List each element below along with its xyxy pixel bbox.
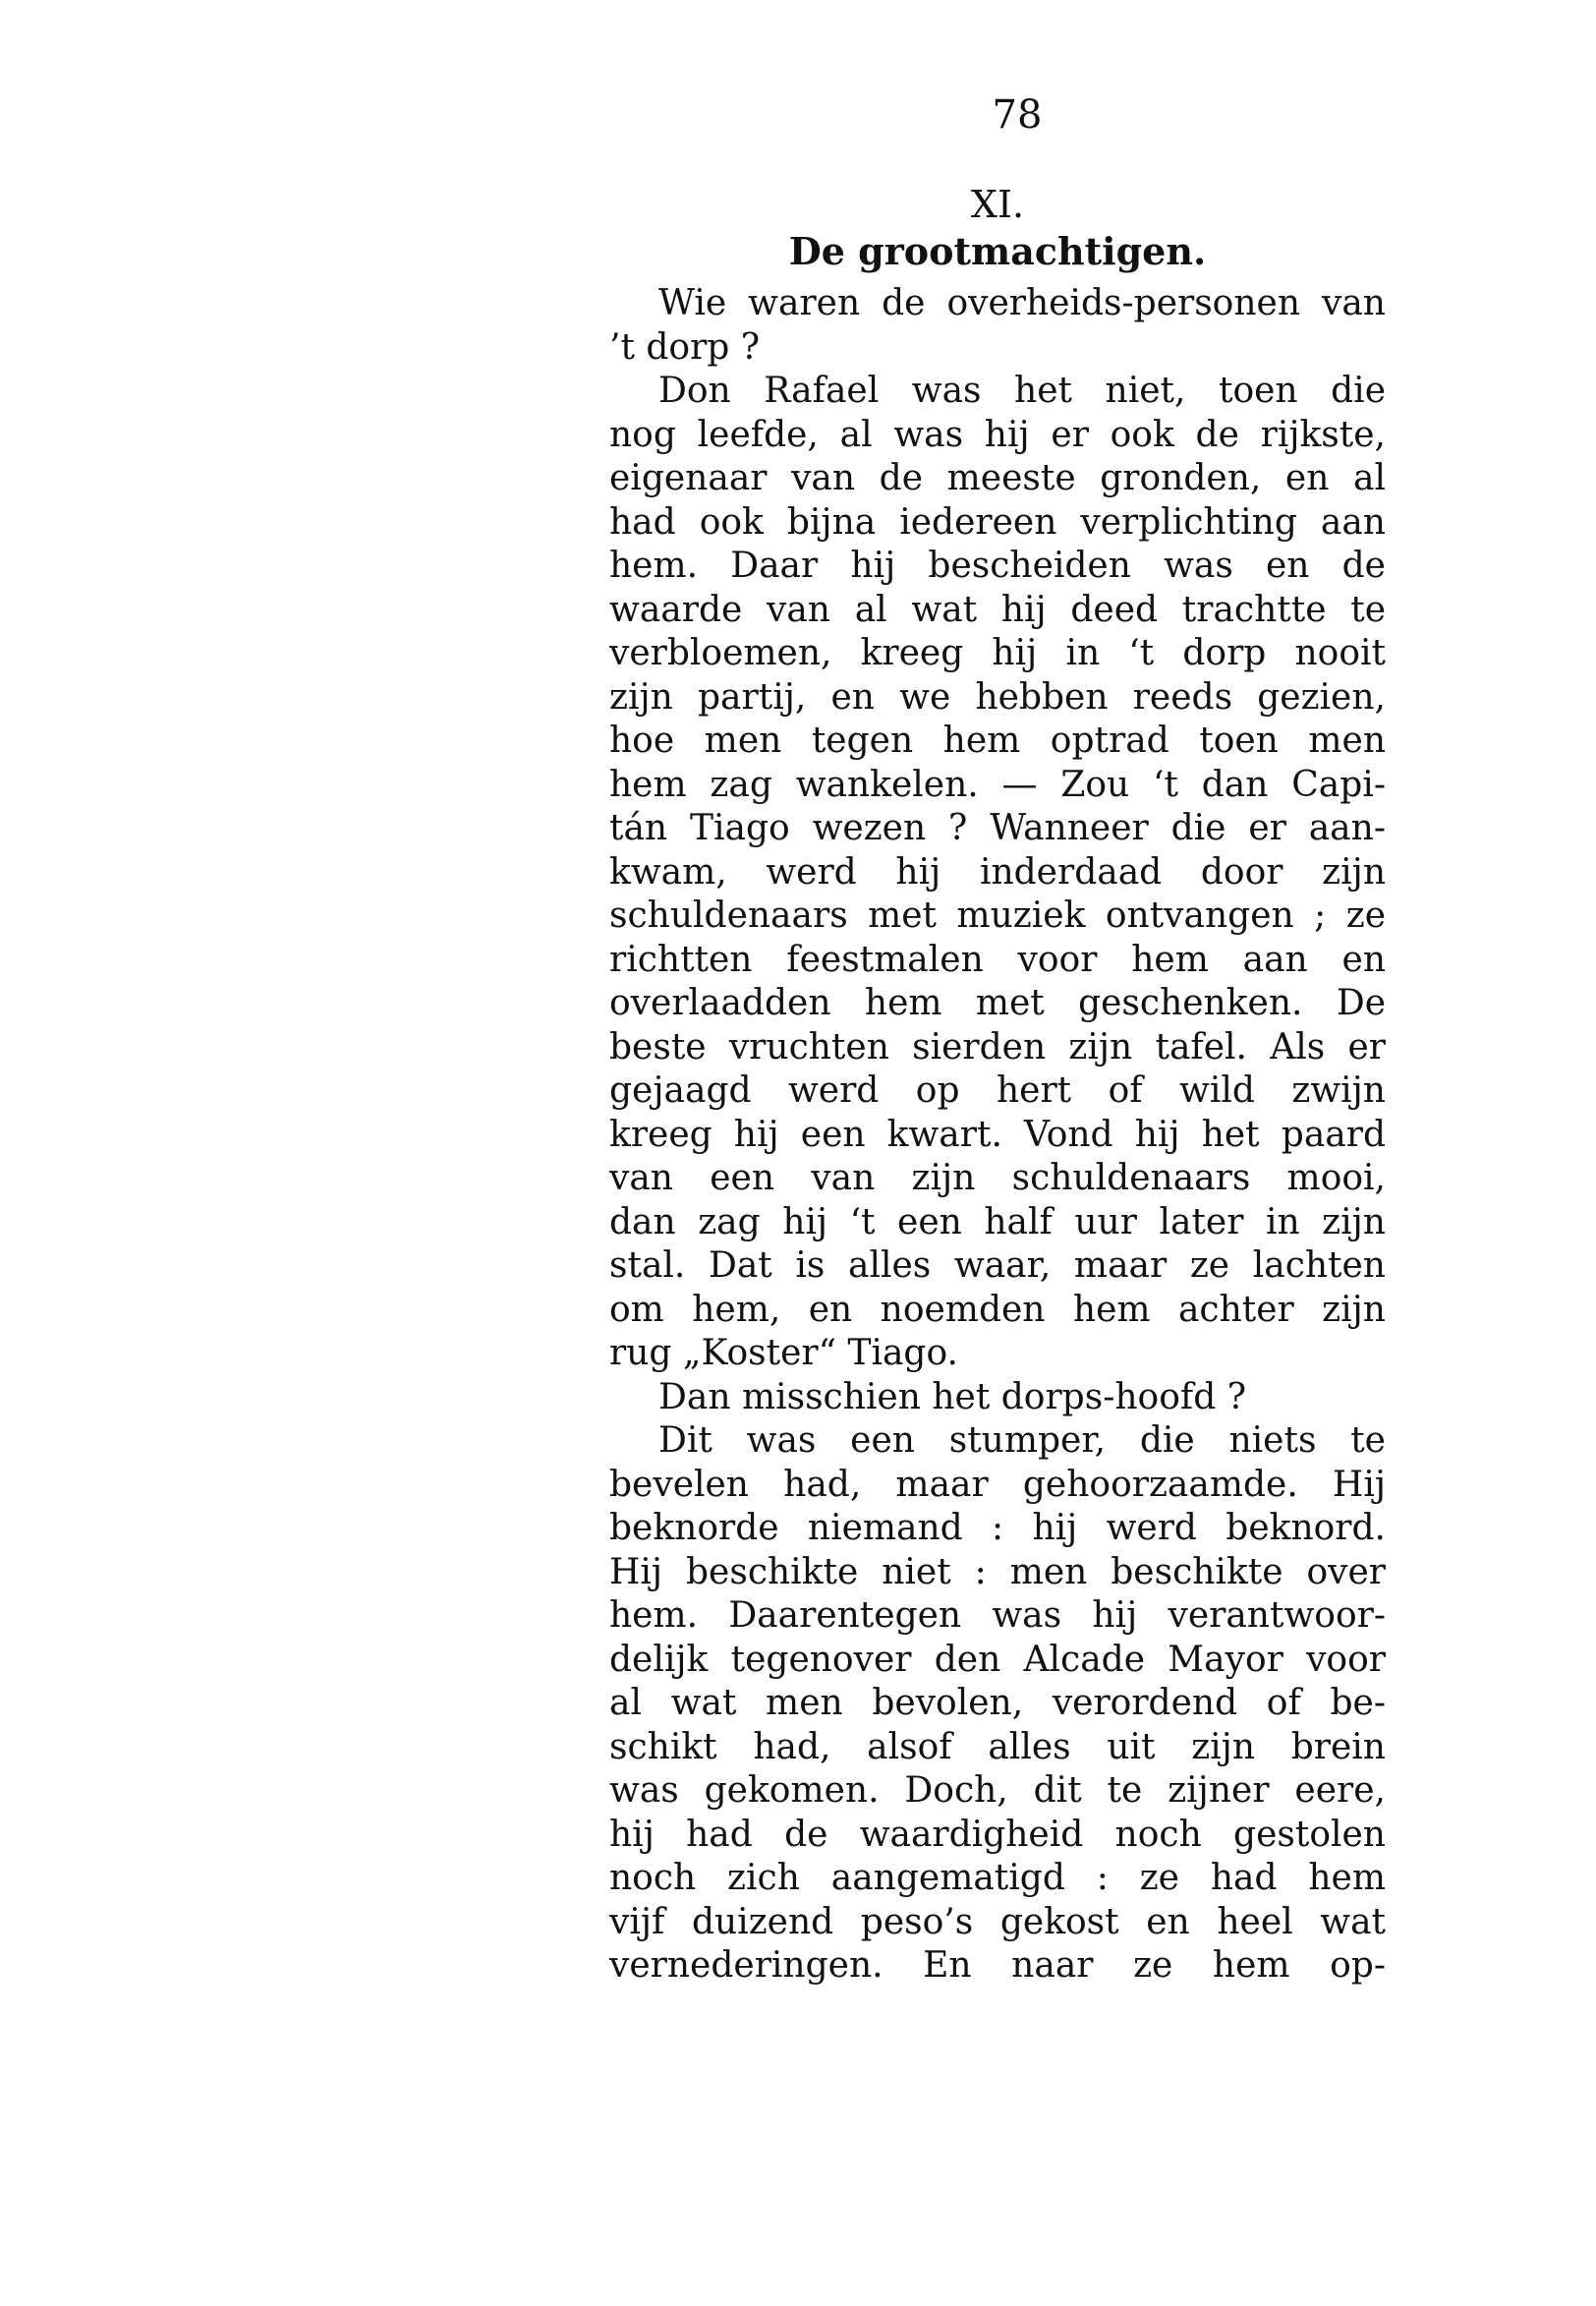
text-line: ’t dorp ? <box>609 326 761 368</box>
text-line: gejaagd werd op hert of wild zwijn <box>609 1070 1386 1111</box>
text-line: kreeg hij een kwart. Vond hij het paard <box>609 1114 1386 1155</box>
text-line: kwam, werd hij inderdaad door zijn <box>609 851 1386 893</box>
text-line: al wat men bevolen, verordend of be- <box>609 1683 1386 1723</box>
text-line: delijk tegenover den Alcade Mayor voor <box>609 1639 1386 1680</box>
text-line: hem. Daar hij bescheiden was en de <box>609 546 1386 586</box>
text-line: eigenaar van de meeste gronden, en al <box>609 458 1386 498</box>
body-text <box>609 282 1386 1989</box>
text-line: richtten feestmalen voor hem aan en <box>609 939 1386 980</box>
text-line: dan zag hij ‘t een half uur later in zijn <box>609 1201 1386 1242</box>
text-line: Wie waren de overheids-personen van <box>658 283 1386 323</box>
text-line: hoe men tegen hem optrad toen men <box>609 721 1386 761</box>
chapter-title: De grootmachtigen. <box>788 229 1207 273</box>
text-line: noch zich aangematigd : ze had hem <box>609 1858 1386 1898</box>
text-line: Don Rafael was het niet, toen die <box>658 371 1386 411</box>
text-line: waarde van al wat hij deed trachtte te <box>609 589 1386 630</box>
text-line: nog leefde, al was hij er ook de rijkste, <box>609 414 1386 455</box>
text-line: hem zag wankelen. — Zou ‘t dan Capi- <box>609 764 1386 805</box>
text-line: had ook bijna iedereen verplichting aan <box>609 501 1386 543</box>
text-line: Dan misschien het dorps-hoofd ? <box>658 1376 1247 1417</box>
text-line: Hij beschikte niet : men beschikte over <box>609 1551 1386 1592</box>
text-line: schuldenaars met muziek ontvangen ; ze <box>609 895 1386 936</box>
text-line: hem. Daarentegen was hij verantwoor- <box>609 1595 1386 1636</box>
text-line: hij had de waardigheid noch gestolen <box>609 1814 1386 1855</box>
text-line: beste vruchten sierden zijn tafel. Als er <box>609 1026 1386 1067</box>
book-page <box>609 93 1386 1989</box>
chapter-number: XI. <box>970 183 1025 226</box>
text-line: zijn partij, en we hebben reeds gezien, <box>609 676 1386 718</box>
text-line: Dit was een stumper, die niets te <box>658 1420 1386 1461</box>
text-line: rug „Koster“ Tiago. <box>609 1333 958 1373</box>
text-line: bevelen had, maar gehoorzaamde. Hij <box>609 1464 1386 1505</box>
text-line: om hem, en noemden hem achter zijn <box>609 1289 1386 1330</box>
text-line: was gekomen. Doch, dit te zijner eere, <box>609 1770 1386 1811</box>
text-line: vernederingen. En naar ze hem op- <box>609 1945 1386 1986</box>
text-line: beknorde niemand : hij werd beknord. <box>609 1508 1386 1548</box>
text-line: stal. Dat is alles waar, maar ze lachten <box>609 1245 1386 1286</box>
text-line: vijf duizend peso’s gekost en heel wat <box>609 1901 1386 1942</box>
text-line: verbloemen, kreeg hij in ‘t dorp nooit <box>609 633 1386 673</box>
text-line: van een van zijn schuldenaars mooi, <box>609 1158 1386 1198</box>
page-number: 78 <box>992 92 1043 138</box>
text-line: tán Tiago wezen ? Wanneer die er aan- <box>609 808 1386 848</box>
text-line: overlaadden hem met geschenken. De <box>609 983 1386 1023</box>
text-line: schikt had, alsof alles uit zijn brein <box>609 1726 1386 1767</box>
